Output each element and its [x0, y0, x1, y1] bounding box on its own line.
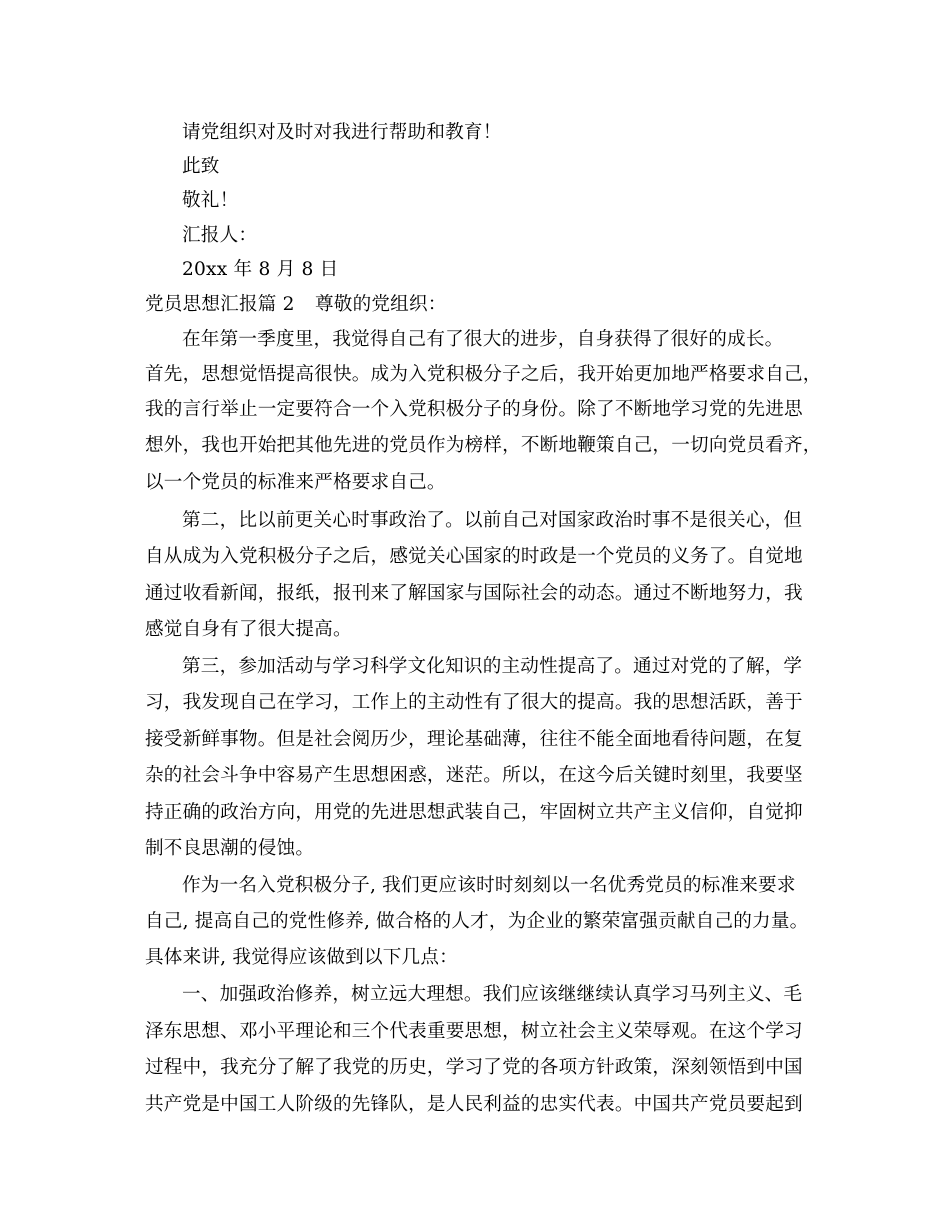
body-line: 感觉自身有了很大提高。 [145, 619, 352, 640]
body-line: 杂的社会斗争中容易产生思想困惑，迷茫。所以，在这今后关键时刻里，我要坚 [145, 765, 803, 786]
body-line: 我的言行举止一定要符合一个入党积极分子的身份。除了不断地学习党的先进思 [145, 399, 803, 420]
body-line: 过程中，我充分了解了我党的历史，学习了党的各项方针政策，深刻领悟到中国 [145, 1057, 803, 1078]
body-line: 以一个党员的标准来严格要求自己。 [145, 472, 446, 493]
body-line: 制不良思潮的侵蚀。 [145, 838, 315, 859]
body-line: 自从成为入党积极分子之后，感觉关心国家的时政是一个党员的义务了。自觉地 [145, 546, 803, 567]
body-line: 持正确的政治方向，用党的先进思想武装自己，牢固树立共产主义信仰，自觉抑 [145, 802, 803, 823]
body-line: 作为一名入党积极分子, 我们更应该时时刻刻以一名优秀党员的标准来要求 [182, 875, 796, 896]
body-line: 第二，比以前更关心时事政治了。以前自己对国家政治时事不是很关心，但 [182, 510, 803, 531]
body-line: 泽东思想、邓小平理论和三个代表重要思想，树立社会主义荣辱观。在这个学习 [145, 1021, 803, 1042]
body-line: 习，我发现自己在学习，工作上的主动性有了很大的提高。我的思想活跃，善于 [145, 692, 803, 713]
closing-cizhi: 此致 [182, 156, 220, 177]
section-heading: 党员思想汇报篇 2 [145, 294, 295, 315]
body-line: 第三，参加活动与学习科学文化知识的主动性提高了。通过对党的了解，学 [182, 656, 803, 677]
body-line: 共产党是中国工人阶级的先锋队，是人民利益的忠实代表。中国共产党员要起到 [145, 1094, 803, 1115]
report-date: 20xx 年 8 月 8 日 [182, 259, 339, 280]
closing-jingli: 敬礼！ [182, 190, 239, 211]
salutation: 尊敬的党组织： [315, 294, 447, 315]
body-line: 想外，我也开始把其他先进的党员作为榜样，不断地鞭策自己，一切向党员看齐， [145, 435, 822, 456]
body-line: 接受新鲜事物。但是社会阅历少，理论基础薄，往往不能全面地看待问题，在复 [145, 729, 803, 750]
body-line: 具体来讲, 我觉得应该做到以下几点： [145, 947, 458, 968]
body-line: 通过收看新闻，报纸，报刊来了解国家与国际社会的动态。通过不断地努力，我 [145, 583, 803, 604]
body-line: 一、加强政治修养，树立远大理想。我们应该继继续认真学习马列主义、毛 [182, 984, 803, 1005]
reporter-label: 汇报人： [182, 225, 258, 246]
body-line: 首先，思想觉悟提高很快。成为入党积极分子之后，我开始更加地严格要求自己， [145, 364, 822, 385]
closing-request: 请党组织对及时对我进行帮助和教育！ [182, 122, 502, 143]
body-line: 自己, 提高自己的党性修养, 做合格的人才，为企业的繁荣富强贡献自己的力量。 [145, 911, 809, 932]
body-line: 在年第一季度里，我觉得自己有了很大的进步，自身获得了很好的成长。 [182, 329, 784, 350]
